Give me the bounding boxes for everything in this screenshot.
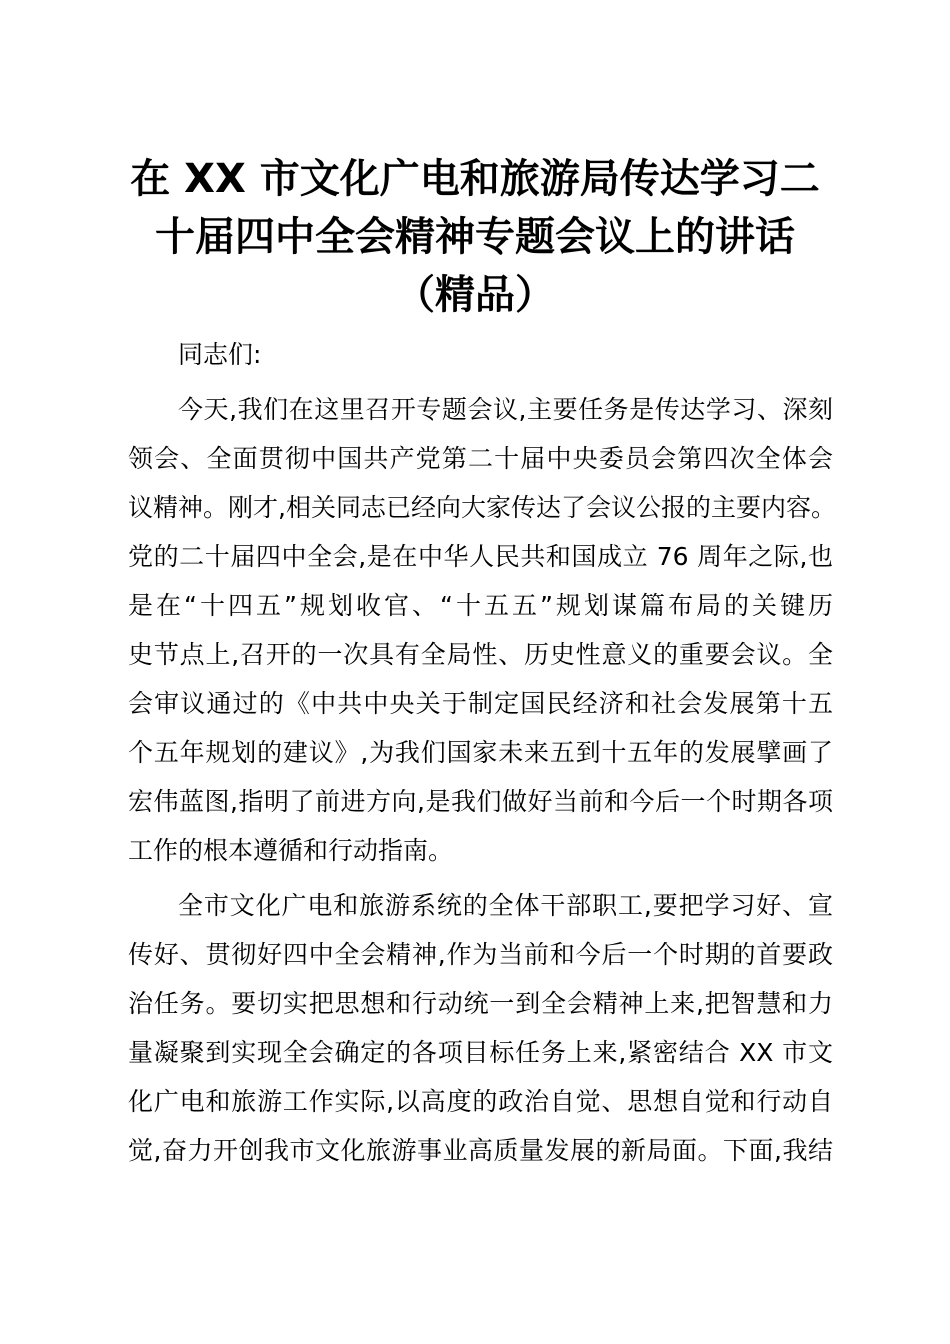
paragraph-line: 宏伟蓝图,指明了前进方向,是我们做好当前和今后一个时期各项	[128, 787, 833, 816]
title-line-3: （精品）	[395, 272, 555, 318]
paragraph-line: 觉,奋力开创我市文化旅游事业高质量发展的新局面。下面,我结	[128, 1136, 833, 1165]
paragraph-line: 领会、全面贯彻中国共产党第二十届中央委员会第四次全体会	[128, 444, 833, 473]
paragraph-line: 史节点上,召开的一次具有全局性、历史性意义的重要会议。全	[128, 640, 833, 669]
paragraph-line: 量凝聚到实现全会确定的各项目标任务上来,紧密结合 XX 市文	[128, 1038, 833, 1067]
paragraph-line: 议精神。刚才,相关同志已经向大家传达了会议公报的主要内容。	[128, 493, 836, 522]
paragraph-line: 传好、贯彻好四中全会精神,作为当前和今后一个时期的首要政	[128, 940, 833, 969]
title-line-2: 十届四中全会精神专题会议上的讲话	[155, 214, 795, 260]
paragraph-line: 个五年规划的建议》,为我们国家未来五到十五年的发展擘画了	[128, 738, 833, 767]
paragraph-line: 全市文化广电和旅游系统的全体干部职工,要把学习好、宣	[178, 891, 833, 920]
paragraph-line: 今天,我们在这里召开专题会议,主要任务是传达学习、深刻	[178, 395, 833, 424]
greeting: 同志们:	[178, 340, 262, 369]
paragraph-line: 化广电和旅游工作实际,以高度的政治自觉、思想自觉和行动自	[128, 1087, 833, 1116]
paragraph-2	[128, 881, 833, 1175]
paragraph-line: 工作的根本遵循和行动指南。	[128, 836, 454, 865]
title-line-1: 在 XX 市文化广电和旅游局传达学习二	[130, 156, 820, 202]
paragraph-line: 治任务。要切实把思想和行动统一到全会精神上来,把智慧和力	[128, 989, 833, 1018]
paragraph-line: 党的二十届四中全会,是在中华人民共和国成立 76 周年之际,也	[128, 542, 833, 571]
document-body	[128, 330, 836, 1181]
paragraph-line: 会审议通过的《中共中央关于制定国民经济和社会发展第十五	[128, 689, 833, 718]
paragraph-line: 是在“十四五”规划收官、“十五五”规划谋篇布局的关键历	[128, 591, 833, 620]
document-title	[120, 150, 830, 324]
paragraph-1	[128, 385, 836, 875]
